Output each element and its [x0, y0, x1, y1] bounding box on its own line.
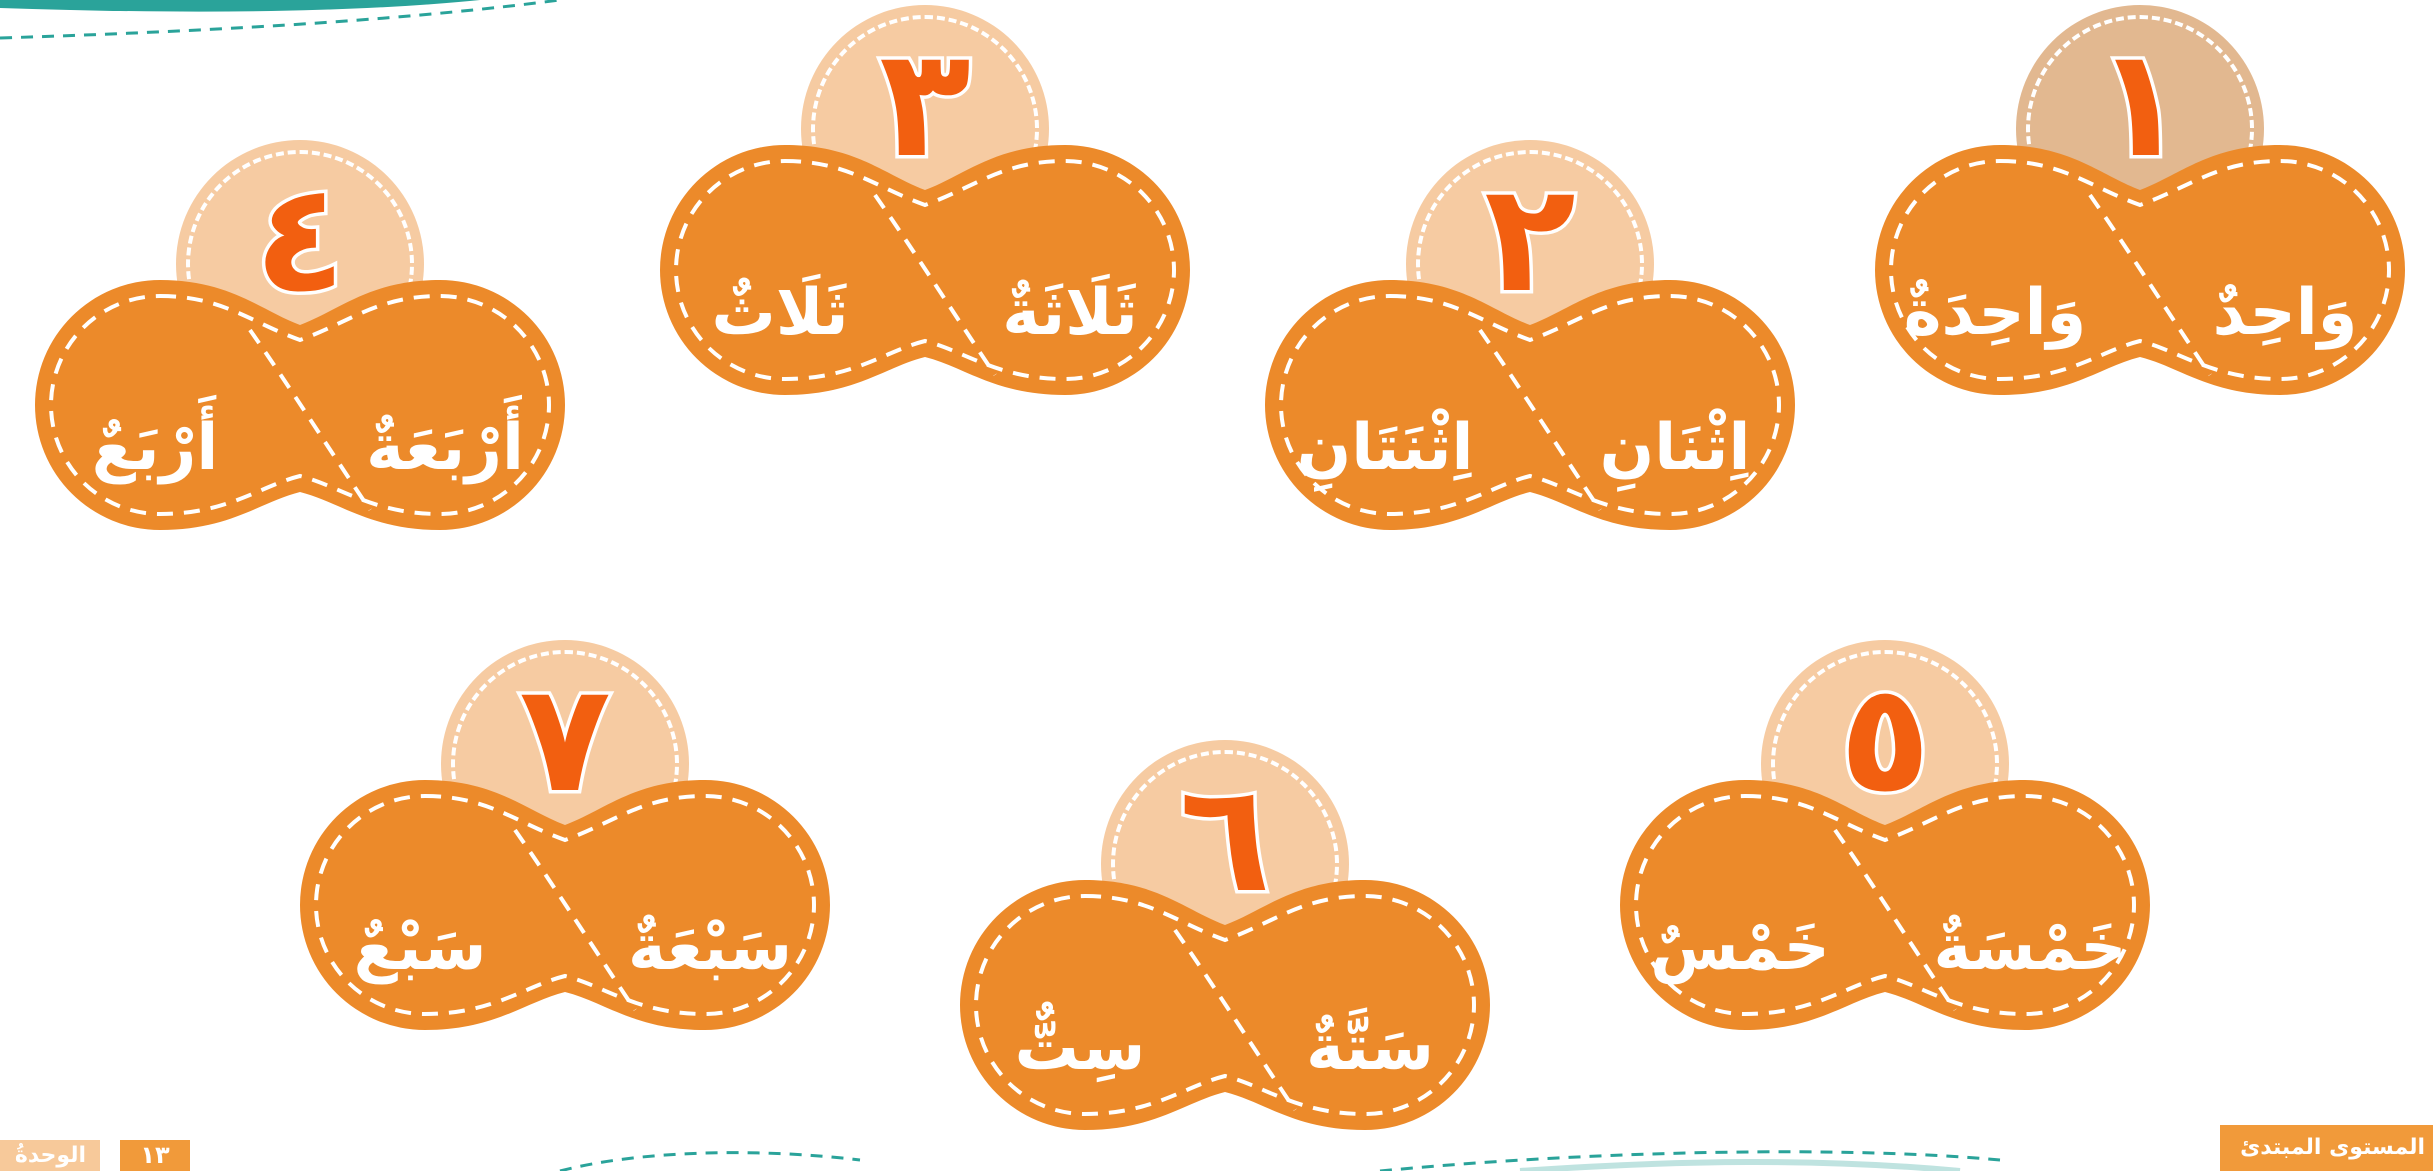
number-card-2 — [1240, 140, 1820, 530]
numeral: ٧ — [519, 652, 611, 826]
number-card-5 — [1595, 640, 2175, 1030]
feminine-word: سَبْعٌ — [353, 911, 487, 985]
number-card-3 — [635, 5, 1215, 395]
number-card-6 — [935, 740, 1515, 1130]
numeral: ٢ — [1484, 152, 1576, 326]
masculine-word: أَرْبَعَةٌ — [366, 411, 524, 485]
masculine-word: سَبْعَةٌ — [628, 911, 792, 985]
numeral: ٦ — [1179, 752, 1271, 926]
numeral: ١ — [2094, 17, 2186, 191]
numeral: ٤ — [254, 152, 346, 326]
feminine-word: وَاحِدَةٌ — [1903, 276, 2087, 350]
number-card-4 — [10, 140, 590, 530]
level-label: المستوى المبتدئ — [2220, 1125, 2433, 1171]
page-number: ١٣ — [120, 1140, 190, 1171]
masculine-word: ثَلَاثَةٌ — [1002, 276, 1138, 350]
masculine-word: سَتَّةٌ — [1306, 1011, 1434, 1085]
feminine-word: سِتٌّ — [1014, 1011, 1146, 1085]
feminine-word: خَمْسٌ — [1650, 911, 1830, 985]
numeral: ٣ — [879, 17, 971, 191]
masculine-word: خَمْسَةٌ — [1933, 911, 2127, 985]
masculine-word: وَاحِدٌ — [2212, 276, 2358, 350]
feminine-word: ثَلَاثٌ — [711, 276, 849, 350]
masculine-word: اِثْنَانِ — [1599, 411, 1751, 485]
number-card-7 — [275, 640, 855, 1030]
feminine-word: اِثْنَتَانِ — [1296, 411, 1474, 485]
feminine-word: أَرْبَعٌ — [91, 411, 219, 485]
unit-label: الوحدةُ — [0, 1140, 100, 1171]
footer-left — [0, 1140, 190, 1171]
numeral: ٥ — [1839, 652, 1931, 826]
number-card-1 — [1850, 5, 2430, 395]
